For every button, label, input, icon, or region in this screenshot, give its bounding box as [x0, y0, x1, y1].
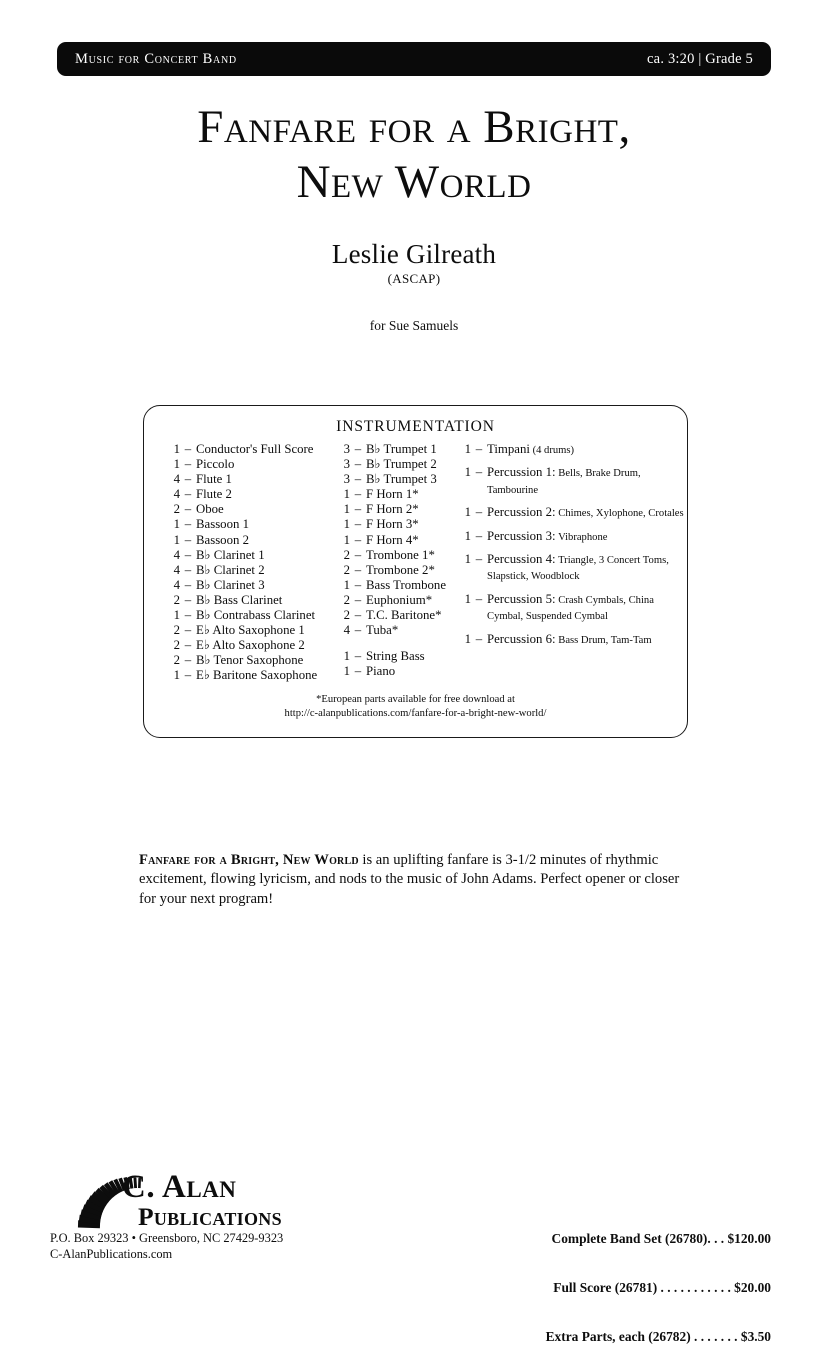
instrumentation-row: [336, 593, 464, 608]
instrument-dash: –: [180, 608, 196, 623]
instrument-name: Oboe: [196, 502, 341, 517]
page-title-line-2: New World: [0, 155, 828, 210]
instrument-dash: –: [180, 593, 196, 608]
percussion-entry: [487, 592, 685, 625]
publisher-address: [50, 1230, 370, 1262]
instrumentation-row: [166, 623, 341, 638]
percussion-entry: [487, 465, 685, 498]
instrument-quantity: 4: [166, 563, 180, 578]
instrument-quantity: 1: [166, 668, 180, 683]
instrument-dash: –: [350, 487, 366, 502]
instrument-dash: –: [180, 442, 196, 457]
publisher-name: [122, 1170, 372, 1230]
header-duration-grade-label: ca. 3:20 | Grade 5: [647, 51, 753, 68]
instrument-dash: –: [180, 653, 196, 668]
instrument-quantity: 1: [457, 505, 471, 519]
instrument-dash: –: [180, 517, 196, 532]
price-full-score: Full Score (26781) . . . . . . . . . . . $20.00: [546, 1280, 771, 1296]
instrument-quantity: 1: [166, 608, 180, 623]
instrument-name: Tuba*: [366, 623, 464, 638]
instrument-name: B♭ Trumpet 2: [366, 457, 464, 472]
instrument-name: Timpani: [487, 442, 530, 456]
instrumentation-row: [336, 649, 464, 664]
instrument-name: Conductor's Full Score: [196, 442, 341, 457]
instrument-quantity: 2: [336, 563, 350, 578]
description-work-title: Fanfare for a Bright, New World: [139, 852, 359, 868]
instrument-dash: –: [350, 664, 366, 679]
instrumentation-row: [457, 632, 685, 648]
instrumentation-row: [457, 465, 685, 498]
instrumentation-row: [457, 505, 685, 521]
instrument-name: Flute 1: [196, 472, 341, 487]
percussion-entry: [487, 505, 685, 521]
instrument-dash: –: [350, 533, 366, 548]
instrument-name: B♭ Bass Clarinet: [196, 593, 341, 608]
instrument-name: Bassoon 1: [196, 517, 341, 532]
instrument-dash: –: [180, 533, 196, 548]
instrument-name: E♭ Alto Saxophone 2: [196, 638, 341, 653]
instrument-name: String Bass: [366, 649, 464, 664]
instrument-quantity: 1: [457, 442, 471, 456]
instrument-quantity: 4: [166, 578, 180, 593]
instrumentation-columns: [144, 442, 687, 682]
instrumentation-row: [457, 592, 685, 625]
instrument-name: Percussion 6:: [487, 632, 556, 646]
title-block: [0, 100, 828, 334]
description-paragraph: [139, 851, 695, 910]
percussion-entry: [487, 552, 685, 585]
instrument-dash: –: [471, 505, 487, 519]
percussion-entry: [487, 529, 685, 545]
composer-affiliation: (ASCAP): [0, 271, 828, 287]
dedication-line: for Sue Samuels: [0, 318, 828, 334]
instrument-quantity: 1: [336, 649, 350, 664]
instrument-name: E♭ Baritone Saxophone: [196, 668, 341, 683]
page-title-line-1: Fanfare for a Bright,: [0, 100, 828, 155]
instrument-dash: –: [350, 593, 366, 608]
instrument-dash: –: [350, 472, 366, 487]
instrument-name: Percussion 1:: [487, 465, 556, 479]
instrument-quantity: 1: [457, 465, 471, 479]
instrument-dash: –: [350, 548, 366, 563]
instrumentation-row: [166, 548, 341, 563]
instrumentation-box: [143, 405, 688, 738]
instrument-name: Bass Trombone: [366, 578, 464, 593]
instrumentation-row: [336, 442, 464, 457]
instrument-name: F Horn 3*: [366, 517, 464, 532]
instrument-dash: –: [471, 632, 487, 646]
instrumentation-row: [166, 487, 341, 502]
instrument-dash: –: [350, 608, 366, 623]
pricing-block: [546, 1199, 771, 1361]
instrument-dash: –: [350, 457, 366, 472]
instrument-name: F Horn 2*: [366, 502, 464, 517]
instrument-dash: –: [471, 465, 487, 479]
instrumentation-row: [166, 533, 341, 548]
instrument-quantity: 2: [166, 593, 180, 608]
instrumentation-row: [166, 472, 341, 487]
instrument-quantity: 1: [336, 664, 350, 679]
instrument-name: B♭ Clarinet 3: [196, 578, 341, 593]
instrumentation-heading: INSTRUMENTATION: [144, 418, 687, 436]
instrument-dash: –: [180, 548, 196, 563]
instrumentation-row: [166, 517, 341, 532]
percussion-detail: Bass Drum, Tam-Tam: [556, 635, 652, 646]
instrument-quantity: 1: [457, 632, 471, 646]
instrument-name: Piccolo: [196, 457, 341, 472]
instrument-dash: –: [350, 649, 366, 664]
instrumentation-row: [166, 578, 341, 593]
instrument-name: B♭ Clarinet 1: [196, 548, 341, 563]
footnote-line-1: *European parts available for free download at: [144, 693, 687, 707]
instrument-dash: –: [180, 472, 196, 487]
publisher-name-line-1: C. Alan: [122, 1170, 372, 1204]
instrumentation-row: [166, 442, 341, 457]
instrument-quantity: 4: [336, 623, 350, 638]
instrumentation-row: [336, 533, 464, 548]
percussion-detail: Vibraphone: [556, 532, 608, 543]
instrumentation-row: [336, 563, 464, 578]
publisher-name-line-2: Publications: [138, 1204, 372, 1230]
instrument-quantity: 1: [166, 457, 180, 472]
instrument-name: Flute 2: [196, 487, 341, 502]
instrument-name: Trombone 1*: [366, 548, 464, 563]
instrumentation-row: [166, 457, 341, 472]
instrumentation-row: [336, 472, 464, 487]
percussion-detail: Bells, Brake Drum, Tambourine: [487, 468, 641, 495]
percussion-detail: Crash Cymbals, China Cymbal, Suspended Cymbal: [487, 595, 654, 622]
instrument-dash: –: [471, 552, 487, 566]
instrumentation-row: [336, 502, 464, 517]
instrument-quantity: 3: [336, 457, 350, 472]
instrumentation-row: [336, 664, 464, 679]
instrument-name: B♭ Clarinet 2: [196, 563, 341, 578]
instrument-dash: –: [180, 578, 196, 593]
instrument-quantity: 1: [457, 529, 471, 543]
header-genre-label: Music for Concert Band: [75, 51, 237, 68]
description-body: is an uplifting fanfare is 3-1/2 minutes of rhythmic excitement, flowing lyricism, and nods to the music of John Adams. Perfect opener or closer for your next program!: [139, 852, 679, 907]
instrument-quantity: 2: [336, 548, 350, 563]
instrument-dash: –: [180, 502, 196, 517]
percussion-entry: [487, 442, 685, 458]
instrument-quantity: 1: [336, 578, 350, 593]
instrumentation-column-percussion: [457, 442, 685, 655]
instrumentation-footnote: [144, 693, 687, 720]
publisher-address-line-1: P.O. Box 29323 • Greensboro, NC 27429-9323: [50, 1230, 370, 1246]
instrument-quantity: 1: [166, 442, 180, 457]
publisher-website[interactable]: C-AlanPublications.com: [50, 1246, 370, 1262]
instrumentation-row: [336, 608, 464, 623]
instrumentation-row: [166, 653, 341, 668]
percussion-detail: Chimes, Xylophone, Crotales: [556, 508, 684, 519]
instrumentation-column-brass: [336, 442, 464, 679]
instrument-name: B♭ Trumpet 3: [366, 472, 464, 487]
instrument-dash: –: [350, 563, 366, 578]
percussion-entry: [487, 632, 685, 648]
instrument-dash: –: [350, 517, 366, 532]
percussion-detail: Triangle, 3 Concert Toms, Slapstick, Woodblock: [487, 555, 669, 582]
instrument-quantity: 4: [166, 472, 180, 487]
header-banner: [57, 42, 771, 76]
instrument-name: Piano: [366, 664, 464, 679]
instrument-quantity: 2: [166, 638, 180, 653]
instrument-dash: –: [471, 592, 487, 606]
instrument-quantity: 1: [457, 592, 471, 606]
instrument-name: Euphonium*: [366, 593, 464, 608]
instrumentation-row: [166, 638, 341, 653]
instrument-dash: –: [471, 442, 487, 456]
instrument-dash: –: [180, 638, 196, 653]
instrument-name: Trombone 2*: [366, 563, 464, 578]
instrument-quantity: 4: [166, 487, 180, 502]
instrumentation-row: [457, 529, 685, 545]
instrument-dash: –: [180, 563, 196, 578]
instrument-quantity: 2: [166, 502, 180, 517]
instrument-quantity: 3: [336, 472, 350, 487]
instrument-dash: –: [350, 623, 366, 638]
instrumentation-row: [457, 442, 685, 458]
instrumentation-column-woodwinds: [166, 442, 341, 684]
composer-name: Leslie Gilreath: [0, 239, 828, 270]
instrumentation-row: [166, 563, 341, 578]
instrument-quantity: 4: [166, 548, 180, 563]
instrument-name: Bassoon 2: [196, 533, 341, 548]
instrument-dash: –: [180, 623, 196, 638]
instrument-name: E♭ Alto Saxophone 1: [196, 623, 341, 638]
instrument-name: B♭ Tenor Saxophone: [196, 653, 341, 668]
instrumentation-row: [336, 517, 464, 532]
instrument-quantity: 1: [166, 533, 180, 548]
instrument-name: T.C. Baritone*: [366, 608, 464, 623]
instrument-name: Percussion 4:: [487, 552, 556, 566]
instrument-dash: –: [180, 487, 196, 502]
instrumentation-row: [166, 668, 341, 683]
instrument-dash: –: [180, 668, 196, 683]
instrumentation-row: [336, 548, 464, 563]
instrument-dash: –: [350, 442, 366, 457]
price-extra-parts: Extra Parts, each (26782) . . . . . . . $3.50: [546, 1329, 771, 1345]
instrument-name: F Horn 4*: [366, 533, 464, 548]
instrumentation-row: [457, 552, 685, 585]
instrument-quantity: 2: [336, 608, 350, 623]
instrumentation-row: [336, 457, 464, 472]
instrument-quantity: 1: [336, 502, 350, 517]
instrument-dash: –: [350, 502, 366, 517]
instrument-quantity: 2: [166, 623, 180, 638]
instrumentation-row: [336, 487, 464, 502]
instrumentation-row: [166, 608, 341, 623]
instrumentation-row: [336, 623, 464, 638]
instrument-name: B♭ Trumpet 1: [366, 442, 464, 457]
instrument-quantity: 1: [336, 487, 350, 502]
instrumentation-row: [166, 593, 341, 608]
instrument-quantity: 2: [336, 593, 350, 608]
instrument-quantity: 1: [166, 517, 180, 532]
instrument-quantity: 3: [336, 442, 350, 457]
instrument-dash: –: [471, 529, 487, 543]
instrument-dash: –: [350, 578, 366, 593]
instrument-quantity: 2: [166, 653, 180, 668]
price-complete-band-set: Complete Band Set (26780). . . $120.00: [546, 1231, 771, 1247]
percussion-detail: (4 drums): [530, 445, 574, 456]
instrumentation-row: [336, 578, 464, 593]
instrument-name: B♭ Contrabass Clarinet: [196, 608, 341, 623]
instrument-dash: –: [180, 457, 196, 472]
instrument-quantity: 1: [457, 552, 471, 566]
instrument-name: F Horn 1*: [366, 487, 464, 502]
instrument-quantity: 1: [336, 533, 350, 548]
footnote-url[interactable]: http://c-alanpublications.com/fanfare-for-a-bright-new-world/: [144, 707, 687, 721]
instrument-name: Percussion 2:: [487, 505, 556, 519]
instrument-name: Percussion 5:: [487, 592, 556, 606]
instrument-name: Percussion 3:: [487, 529, 556, 543]
instrumentation-row: [166, 502, 341, 517]
instrument-quantity: 1: [336, 517, 350, 532]
